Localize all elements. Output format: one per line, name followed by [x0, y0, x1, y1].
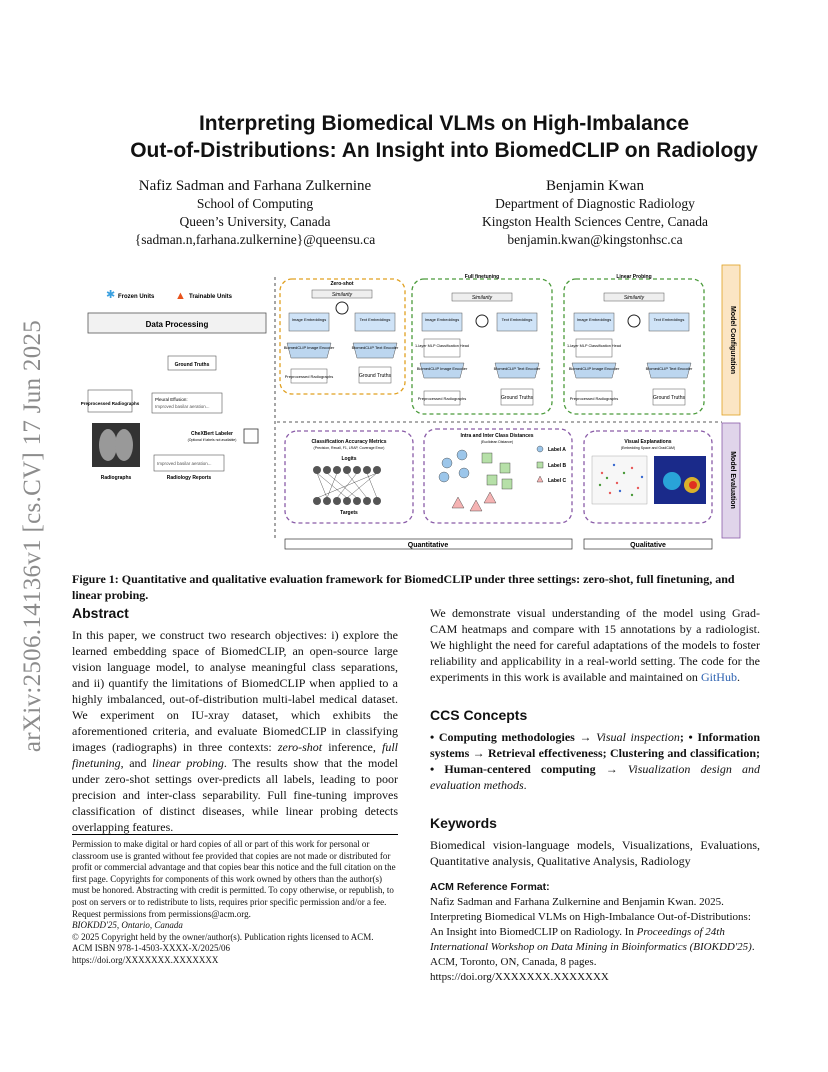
author-block-2	[430, 177, 760, 249]
svg-text:Text Embeddings: Text Embeddings	[359, 317, 391, 322]
framework-figure	[72, 263, 762, 553]
visual-explanations-panel	[584, 431, 712, 523]
svg-text:Logits: Logits	[341, 456, 357, 462]
qualitative-label: Qualitative	[630, 542, 666, 549]
report-snippet: Improved basilar aeration...	[155, 404, 210, 409]
svg-text:Text Embeddings: Text Embeddings	[501, 317, 533, 322]
snowflake-icon: ✱	[106, 289, 116, 301]
svg-text:Targets: Targets	[340, 510, 358, 516]
model-evaluation-label: Model Evaluation	[729, 451, 736, 509]
svg-text:BiomedCLIP Image Encoder: BiomedCLIP Image Encoder	[568, 366, 620, 371]
reference-heading: ACM Reference Format:	[430, 881, 550, 893]
class-distances-panel	[424, 429, 572, 523]
legend-frozen: Frozen Units	[118, 294, 155, 300]
zero-shot-panel	[280, 279, 405, 394]
chexbert-label: CheXBert Labeler	[191, 431, 233, 437]
svg-text:Similarity: Similarity	[471, 295, 493, 301]
figure-caption: Figure 1: Quantitative and qualitative evaluation framework for BiomedCLIP under three settings: zero-shot, full finetuning, and linear probing.	[72, 572, 735, 602]
report-snippet: Improved basilar aeration...	[157, 461, 212, 466]
abstract-paragraph: In this paper, we construct two research objectives: i) explore the learned embedding space of BiomedCLIP, an open-source large vision language model, to analyse meaningful class separations, and ii) quantify the limitations of BiomedCLIP when applied to a highly imbalanced, out-of-distribution multi-label medical dataset. We experiment on IU-xray dataset, which exhibits the aforementioned criteria, and evaluate BiomedCLIP in classifying images (radiographs) in three contexts: zero-shot inference, full finetuning, and linear probing. The results show that the model under zero-shot settings over-predicts all labels, leading to poor precision and inter-class separability. Full fine-tuning improves classification of distinct diseases, while linear probing detects overlapping features.	[72, 628, 398, 834]
pleural-effusion-label: Pleural Effusion:	[155, 397, 188, 402]
document-icon	[244, 429, 258, 443]
acm-reference: ACM Reference Format: Nafiz Sadman and Farhana Zulkernine and Benjamin Kwan. 2025. Interpreting Biomedical VLMs on High-Imbalance Out-of-Distributions: An Insight into BiomedCLIP on Radiology. In Proceedings of 24th International Workshop on Data Mining in Bioinformatics (BIOKDD'25). ACM, Toronto, ON, Canada, 8 pages. https://doi.org/XXXXXXX.XXXXXXX	[430, 880, 760, 985]
model-configuration-label: Model Configuration	[729, 305, 736, 375]
paper-title: Interpreting Biomedical VLMs on High-Imbalance Out-of-Distributions: An Insight into BiomedCLIP on Radiology	[130, 112, 758, 162]
data-processing-label: Data Processing	[145, 320, 209, 329]
abstract-heading: Abstract	[72, 605, 129, 621]
radiology-reports-label: Radiology Reports	[166, 475, 212, 481]
author-names: Nafiz Sadman and Farhana Zulkernine	[138, 178, 372, 194]
author-email: benjamin.kwan@kingstonhsc.ca	[507, 232, 683, 247]
github-link[interactable]: GitHub	[700, 670, 737, 684]
svg-text:Ground Truths: Ground Truths	[501, 395, 533, 401]
quantitative-label: Quantitative	[407, 542, 449, 549]
svg-text:(Precision, Recall, F1, LRAP,: (Precision, Recall, F1, LRAP, Coverage Error)	[313, 446, 385, 450]
svg-text:Intra and Inter Class Distance: Intra and Inter Class Distances	[460, 433, 534, 439]
svg-text:Label B: Label B	[548, 463, 567, 469]
svg-text:Text Embeddings: Text Embeddings	[653, 317, 685, 322]
svg-text:Linear Probing: Linear Probing	[616, 274, 652, 280]
full-finetuning-panel	[412, 274, 552, 414]
svg-text:BiomedCLIP Text Encoder: BiomedCLIP Text Encoder	[645, 366, 693, 371]
keywords-heading: Keywords	[430, 815, 497, 831]
svg-text:BiomedCLIP Text Encoder: BiomedCLIP Text Encoder	[351, 345, 399, 350]
abstract-continued: We demonstrate visual understanding of the model using Grad-CAM heatmaps and compare with 15 annotations by a radiologist. We highlight the need for careful adaptations of the models to foster reliability and applicability in a real-world setting. The code for the experiments in this work is available and maintained on GitHub. CCS Concepts • Computing methodologies → Visual inspection; • Information systems → Retrieval effectiveness; Clustering and classification; • Human-centered computing → Visualization design and evaluation methods. Keywords Biomedical vision-language models, Visualizations, Evaluations, Quantitative analysis, Qualitative Analysis, Radiology	[430, 606, 761, 868]
classification-metrics-panel	[285, 431, 413, 523]
svg-text:Zero-shot: Zero-shot	[330, 281, 354, 287]
author-inst: Kingston Health Sciences Centre, Canada	[481, 214, 709, 229]
svg-text:Visual Explanations: Visual Explanations	[624, 439, 672, 445]
svg-text:Label A: Label A	[548, 447, 566, 453]
ccs-heading: CCS Concepts	[430, 707, 528, 723]
radiographs-label: Radiographs	[100, 475, 132, 481]
svg-text:Label C: Label C	[548, 478, 567, 484]
ground-truths-label: Ground Truths	[174, 362, 210, 368]
author-block-1	[100, 177, 410, 249]
svg-text:Ground Truths: Ground Truths	[359, 373, 391, 379]
svg-text:(Euclidean Distance): (Euclidean Distance)	[480, 440, 514, 444]
svg-text:BiomedCLIP Text Encoder: BiomedCLIP Text Encoder	[493, 366, 541, 371]
ccs-text: • Computing methodologies → Visual inspection; • Information systems → Retrieval effectiveness; Clustering and classification; • Human-centered computing → Visualization design and evaluation methods.	[430, 730, 761, 792]
svg-text:Classification Accuracy Metric: Classification Accuracy Metrics	[311, 439, 387, 445]
permission-footnote: Permission to make digital or hard copies of all or part of this work for personal or classroom use is granted without fee provided that copies are not made or distributed for profit or commercial advantage and that copies bear this notice and the full citation on the first page. Copyrights for components of this work owned by others than the author(s) must be honored. Abstracting with credit is permitted. To copy otherwise, or republish, to post on servers or to redistribute to lists, requires prior specific permission and/or a fee. Request permissions from permissions@acm.org. BIOKDD'25, Ontario, Canada © 2025 Copyright held by the owner/author(s). Publication rights licensed to ACM. ACM ISBN 978-1-4503-XXXX-X/2025/06 https://doi.org/XXXXXXX.XXXXXXX	[72, 834, 398, 967]
author-dept: School of Computing	[196, 196, 314, 211]
svg-text:BiomedCLIP Image Encoder: BiomedCLIP Image Encoder	[416, 366, 468, 371]
linear-probing-panel	[564, 274, 704, 414]
svg-text:Similarity: Similarity	[623, 295, 645, 301]
chexbert-sub: (Optional if labels not available)	[187, 438, 237, 442]
svg-text:1-layer MLP Classification Hea: 1-layer MLP Classification Head	[415, 344, 469, 348]
legend-trainable: Trainable Units	[189, 294, 233, 300]
svg-text:(Embedding Space and GradCAM): (Embedding Space and GradCAM)	[620, 446, 676, 450]
preprocessed-radiographs-label: Preprocessed Radiographs	[80, 401, 140, 406]
svg-text:Preprocessed Radiographs: Preprocessed Radiographs	[569, 396, 619, 401]
svg-text:Preprocessed Radiographs: Preprocessed Radiographs	[284, 374, 334, 379]
svg-text:Similarity: Similarity	[331, 292, 353, 298]
author-dept: Department of Diagnostic Radiology	[495, 196, 695, 211]
svg-text:Image Embeddings: Image Embeddings	[576, 317, 612, 322]
author-inst: Queen’s University, Canada	[179, 214, 331, 229]
svg-text:BiomedCLIP Image Encoder: BiomedCLIP Image Encoder	[283, 345, 335, 350]
svg-text:Image Embeddings: Image Embeddings	[424, 317, 460, 322]
svg-text:Full finetuning: Full finetuning	[464, 274, 500, 280]
svg-text:1-layer MLP Classification Hea: 1-layer MLP Classification Head	[567, 344, 621, 348]
abstract-section	[72, 605, 398, 835]
svg-text:Image Embeddings: Image Embeddings	[291, 317, 327, 322]
author-email: {sadman.n,farhana.zulkernine}@queensu.ca	[134, 232, 376, 247]
svg-text:Preprocessed Radiographs: Preprocessed Radiographs	[417, 396, 467, 401]
author-names: Benjamin Kwan	[546, 178, 644, 194]
keywords-text: Biomedical vision-language models, Visualizations, Evaluations, Quantitative analysis, Qualitative Analysis, Radiology	[430, 838, 760, 868]
svg-text:Ground Truths: Ground Truths	[653, 395, 685, 401]
flame-icon: ▲	[175, 290, 186, 302]
arxiv-watermark: arXiv:2506.14136v1 [cs.CV] 17 Jun 2025	[19, 319, 46, 753]
